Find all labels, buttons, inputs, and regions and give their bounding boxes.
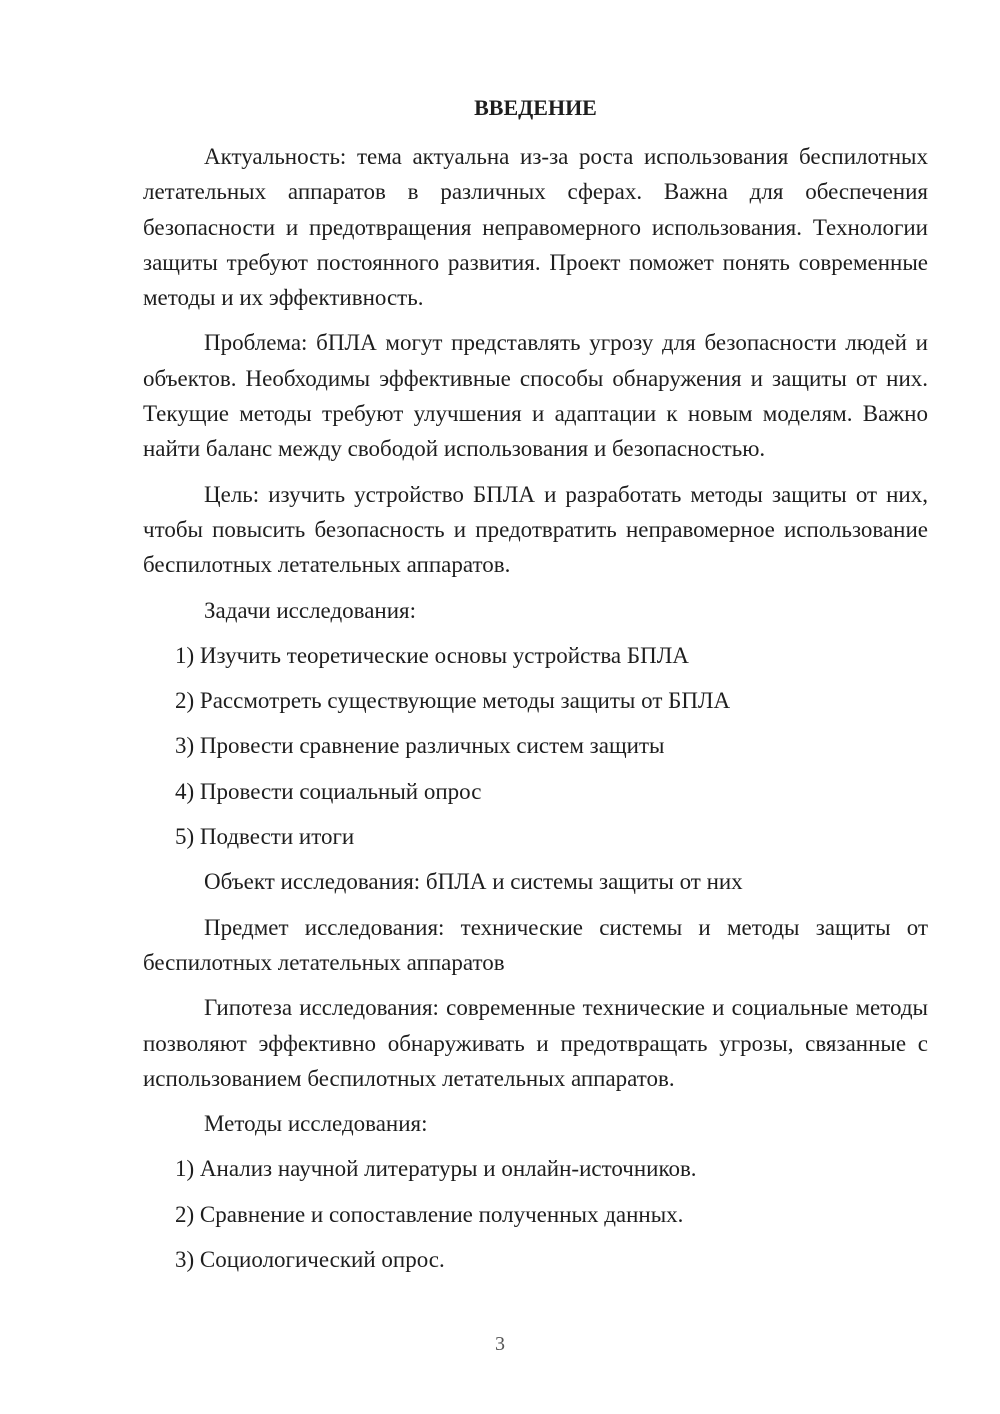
subject-paragraph: Предмет исследования: технические системы и методы защиты от беспилотных летательных аппаратов [143, 914, 928, 975]
list-item: 2) Сравнение и сопоставление полученных данных. [175, 1201, 684, 1227]
list-item: 3) Провести сравнение различных систем защиты [175, 733, 665, 759]
page-number: 3 [495, 1333, 505, 1355]
list-item: 3) Социологический опрос. [175, 1247, 445, 1273]
problem-paragraph: Проблема: бПЛА могут представлять угрозу для безопасности людей и объектов. Необходимы эффективные способы обнаружения и защиты от них. Текущие методы требуют улучшения и адаптации к новым моделям. Важно найти баланс между свободой использования и безопасностью. [143, 330, 928, 462]
list-item: 5) Подвести итоги [175, 824, 355, 850]
hypothesis-paragraph: Гипотеза исследования: современные технические и социальные методы позволяют эффективно обнаруживать и предотвращать угрозы, связанные с использованием беспилотных летательных аппаратов. [143, 995, 928, 1091]
relevance-paragraph: Актуальность: тема актуальна из-за роста использования беспилотных летательных аппаратов в различных сферах. Важна для обеспечения безопасности и предотвращения неправомерного использования. Технологии защиты требуют постоянного развития. Проект поможет понять современные методы и их эффективность. [143, 144, 928, 311]
list-item: 2) Рассмотреть существующие методы защиты от БПЛА [175, 688, 731, 714]
list-item: 1) Изучить теоретические основы устройства БПЛА [175, 642, 689, 668]
document-page [143, 92, 928, 1287]
tasks-title: Задачи исследования: [204, 597, 417, 623]
methods-title: Методы исследования: [204, 1111, 428, 1137]
page-title: ВВЕДЕНИЕ [474, 95, 597, 120]
list-item: 1) Анализ научной литературы и онлайн-источников. [175, 1156, 697, 1182]
tasks-list [143, 638, 928, 854]
methods-list [143, 1151, 928, 1277]
goal-paragraph: Цель: изучить устройство БПЛА и разработать методы защиты от них, чтобы повысить безопасность и предотвратить неправомерное использование беспилотных летательных аппаратов. [143, 481, 928, 578]
list-item: 4) Провести социальный опрос [175, 778, 482, 804]
object-paragraph: Объект исследования: бПЛА и системы защиты от них [204, 869, 743, 895]
